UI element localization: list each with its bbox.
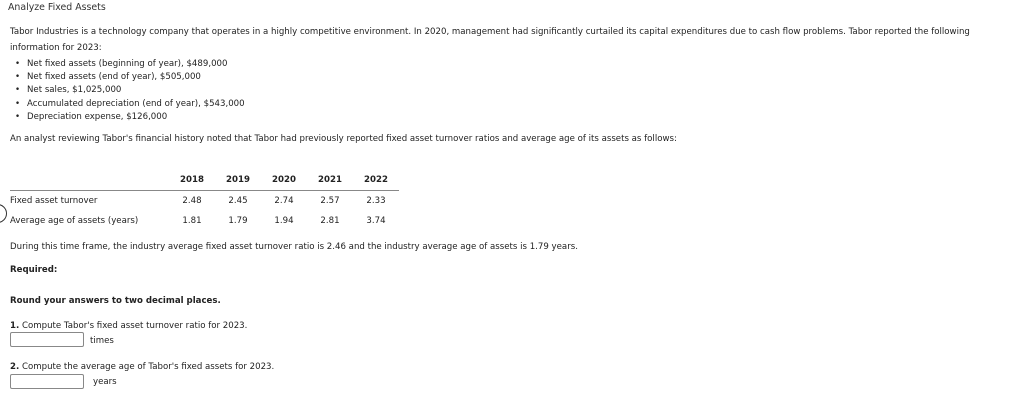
list-item: • Net fixed assets (end of year), $505,000 — [10, 71, 245, 84]
table-cell: 2.33 — [353, 191, 399, 212]
bullet-icon: • — [15, 98, 21, 109]
circle-marker-icon — [0, 204, 7, 223]
table-header-row — [10, 170, 399, 191]
row-label: Average age of assets (years) — [10, 216, 139, 226]
table-cell: 1.94 — [274, 216, 294, 226]
list-item: • Accumulated depreciation (end of year), $543,000 — [10, 98, 245, 111]
question-2: 2. Compute the average age of Tabor's fixed assets for 2023. — [10, 362, 275, 372]
intro-paragraph: Tabor Industries is a technology company that operates in a highly competitive environment. In 2020, management had significantly curtailed its capital expenditures due to cash flow problems. Tabor reported the following information for 2023: — [10, 27, 970, 53]
analyst-paragraph: An analyst reviewing Tabor's financial history noted that Tabor had previously reported fixed asset turnover ratios and average age of its assets as follows: — [10, 134, 677, 144]
turnover-answer-input[interactable] — [10, 332, 84, 347]
bullet-icon: • — [15, 72, 21, 83]
list-item: • Net fixed assets (beginning of year), $489,000 — [10, 58, 245, 71]
year-header: 2019 — [226, 175, 250, 185]
table-cell: 2.74 — [261, 191, 307, 212]
row-label: Fixed asset turnover — [10, 191, 169, 212]
required-heading: Required: — [10, 265, 58, 275]
table-row — [10, 211, 399, 231]
unit-label: times — [90, 336, 114, 346]
question-1: 1. Compute Tabor's fixed asset turnover ratio for 2023. — [10, 321, 248, 331]
bullet-icon: • — [15, 59, 21, 69]
average-age-answer-input[interactable] — [10, 374, 84, 389]
industry-paragraph: During this time frame, the industry average fixed asset turnover ratio is 2.46 and the industry average age of assets is 1.79 years. — [10, 242, 578, 252]
table-cell: 2.81 — [320, 216, 340, 226]
table-row — [10, 191, 399, 212]
table-cell: 2.57 — [307, 191, 353, 212]
year-header: 2018 — [180, 175, 204, 185]
bullet-icon: • — [15, 85, 21, 96]
table-cell: 2.48 — [169, 191, 215, 212]
list-item: • Depreciation expense, $126,000 — [10, 111, 245, 124]
unit-label: years — [93, 377, 117, 387]
table-cell: 3.74 — [366, 216, 386, 226]
table-cell: 1.81 — [182, 216, 202, 226]
round-instruction: Round your answers to two decimal places. — [10, 296, 221, 306]
year-header: 2021 — [318, 175, 342, 185]
bullet-icon: • — [15, 111, 21, 122]
list-item: • Net sales, $1,025,000 — [10, 84, 245, 97]
page-title: Analyze Fixed Assets — [8, 2, 106, 13]
table-cell: 2.45 — [215, 191, 261, 212]
year-header: 2022 — [364, 175, 388, 185]
ratios-table — [10, 170, 399, 231]
table-cell: 1.79 — [228, 216, 248, 226]
year-header: 2020 — [272, 175, 296, 185]
facts-list — [10, 58, 245, 124]
